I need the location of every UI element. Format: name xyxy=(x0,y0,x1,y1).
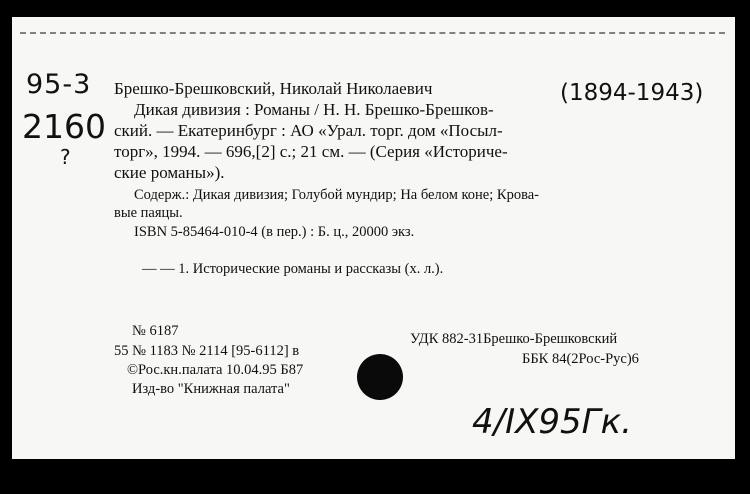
udk-code: УДК 882-31Брешко-Брешковский xyxy=(410,331,618,347)
bbk-code: ББК 84(2Рос-Рус)6 xyxy=(522,351,639,367)
series-line: ские романы»). xyxy=(114,163,225,182)
contents-note-2: вые паяцы. xyxy=(114,205,183,221)
dashed-rule xyxy=(20,32,725,34)
isbn-line: ISBN 5-85464-010-4 (в пер.) : Б. ц., 20000 экз. xyxy=(134,224,415,240)
date-note: 4/IX95Гк. xyxy=(472,402,632,442)
ink-blot xyxy=(357,354,403,400)
author-heading: Брешко-Брешковский, Николай Николаевич xyxy=(114,79,433,98)
title-line: Дикая дивизия : Романы / Н. Н. Брешко-Брешков- xyxy=(134,100,494,119)
marginal-note: ? xyxy=(60,145,71,169)
catalog-card xyxy=(12,17,735,459)
imprint-line: ский. — Екатеринбург : АО «Урал. торг. дом «Посыл- xyxy=(114,121,503,140)
author-years: (1894-1943) xyxy=(560,80,704,106)
record-number: № 6187 xyxy=(132,323,179,339)
book-chamber: ©Рос.кн.палата 10.04.95 Б87 xyxy=(127,362,304,378)
imprint-line-2: торг», 1994. — 696,[2] с.; 21 см. — (Серия «Историче- xyxy=(114,142,508,161)
record-numbers: 55 № 1183 № 2114 [95-6112] в xyxy=(114,343,300,359)
publisher-line: Изд-во "Книжная палата" xyxy=(132,381,290,397)
call-number-top: 95-3 xyxy=(26,69,92,100)
contents-note: Содерж.: Дикая дивизия; Голубой мундир; На белом коне; Крова- xyxy=(134,187,539,203)
call-number-bottom: 2160 xyxy=(22,107,106,146)
subject-line: — — 1. Исторические романы и рассказы (х. л.). xyxy=(142,261,444,277)
